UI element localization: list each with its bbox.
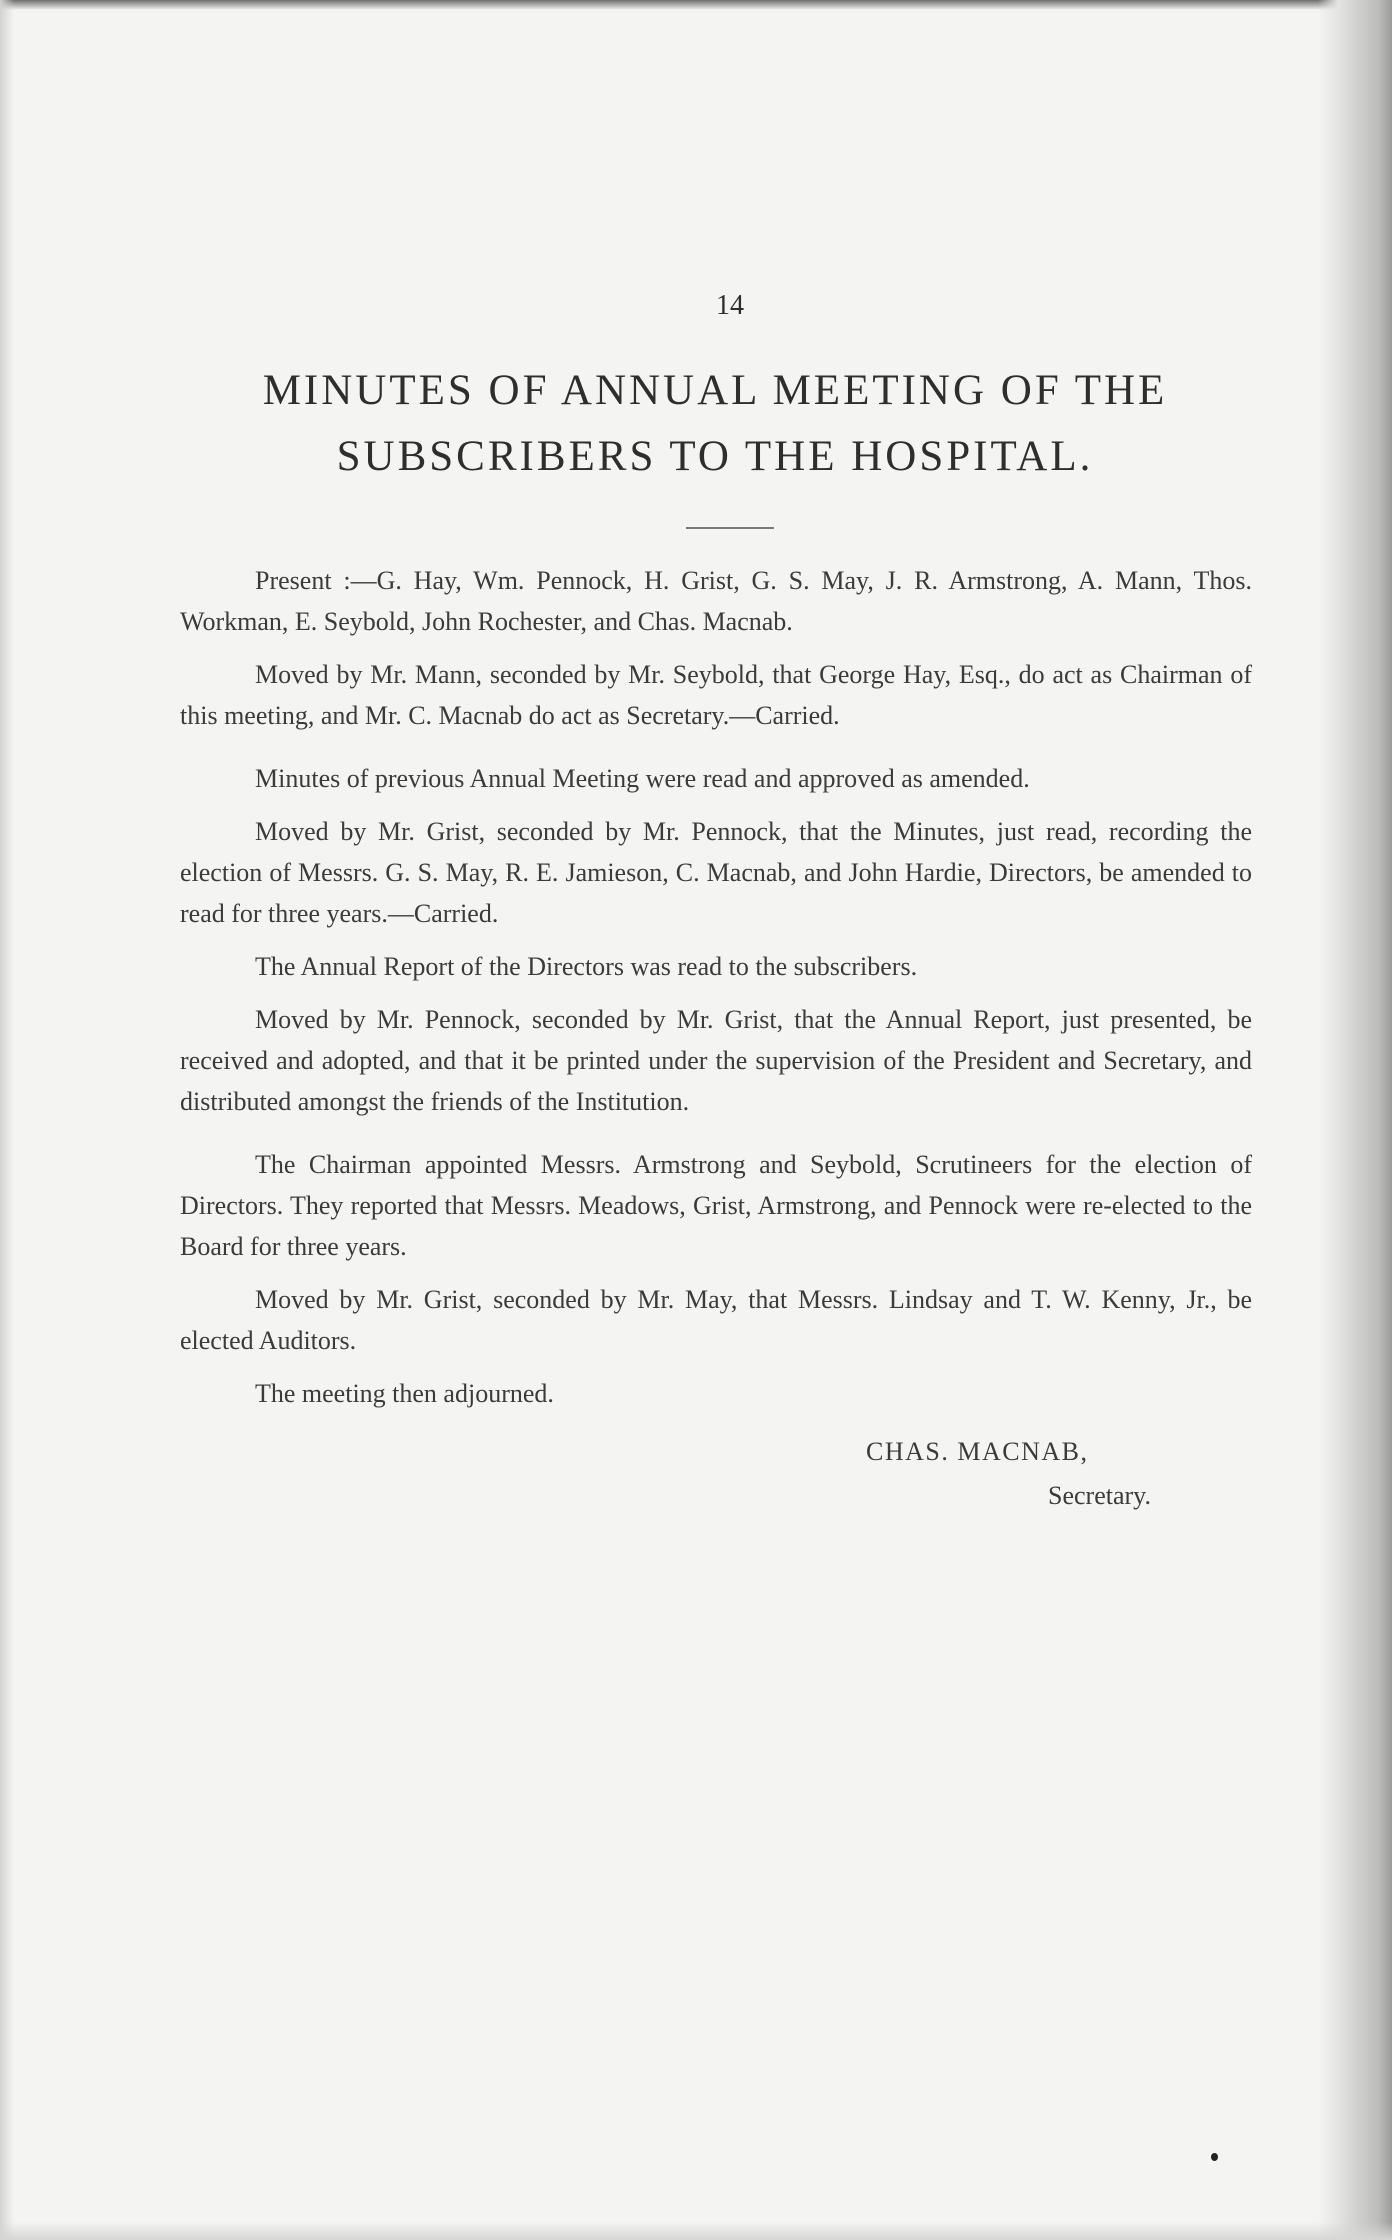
signature-block <box>180 1430 1252 1518</box>
minutes-body <box>180 560 1252 1518</box>
paragraph-minutes-approved: Minutes of previous Annual Meeting were read and approved as amended. <box>255 764 1030 793</box>
paragraph-present: Present :—G. Hay, Wm. Pennock, H. Grist, G. S. May, J. R. Armstrong, A. Mann, Thos. Workman, E. Seybold, John Rochester, and Chas. Macnab. <box>180 566 1252 636</box>
paragraph-minutes-amendment: Moved by Mr. Grist, seconded by Mr. Pennock, that the Minutes, just read, recording the election of Messrs. G. S. May, R. E. Jamieson, C. Macnab, and John Hardie, Directors, be amended to read for three years.—Carried. <box>180 817 1252 928</box>
paragraph-chairman-motion: Moved by Mr. Mann, seconded by Mr. Seybold, that George Hay, Esq., do act as Chairman of this meeting, and Mr. C. Macnab do act as Secretary.—Carried. <box>180 660 1252 730</box>
signatory-name: CHAS. MACNAB, <box>866 1437 1089 1466</box>
paragraph-scrutineers: The Chairman appointed Messrs. Armstrong and Seybold, Scrutineers for the election of Directors. They reported that Messrs. Meadows, Grist, Armstrong, and Pennock were re-elected to the Board for three years. <box>180 1150 1252 1261</box>
paragraph-auditors: Moved by Mr. Grist, seconded by Mr. May, that Messrs. Lindsay and T. W. Kenny, Jr., be elected Auditors. <box>180 1285 1252 1355</box>
page-number: 14 <box>716 290 744 321</box>
document-title <box>200 358 1230 490</box>
title-line-2: SUBSCRIBERS TO THE HOSPITAL. <box>336 433 1094 480</box>
title-divider <box>686 527 774 529</box>
paragraph-report-adopted: Moved by Mr. Pennock, seconded by Mr. Grist, that the Annual Report, just presented, be received and adopted, and that it be printed under the supervision of the President and Secretary, and distributed amongst the friends of the Institution. <box>180 1005 1252 1116</box>
signatory-role: Secretary. <box>1048 1481 1151 1510</box>
title-line-1: MINUTES OF ANNUAL MEETING OF THE <box>262 367 1168 414</box>
ink-speck <box>1211 2153 1218 2161</box>
paragraph-report-read: The Annual Report of the Directors was read to the subscribers. <box>255 952 918 981</box>
paragraph-adjourned: The meeting then adjourned. <box>255 1379 554 1408</box>
